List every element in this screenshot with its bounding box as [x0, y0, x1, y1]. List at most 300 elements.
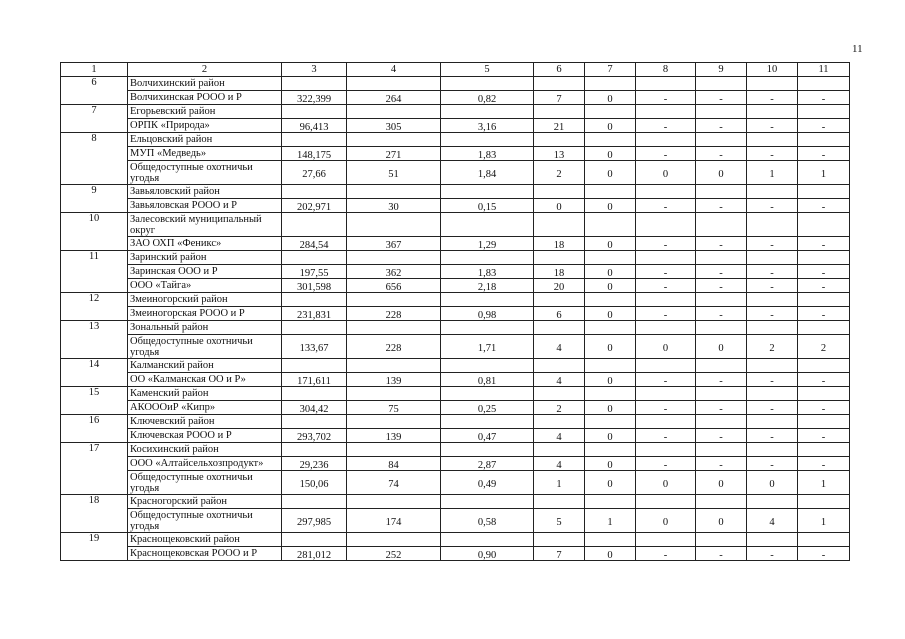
value-cell-col-8: [636, 237, 696, 251]
value-text: -: [821, 202, 826, 213]
value-text: -: [821, 122, 826, 133]
value-cell-col-8: [636, 457, 696, 471]
empty-cell: [282, 105, 347, 119]
data-row: [61, 457, 850, 471]
empty-cell: [282, 77, 347, 91]
empty-cell: [282, 321, 347, 335]
data-row: [61, 373, 850, 387]
data-row: [61, 91, 850, 105]
value-cell-col-9: [696, 147, 747, 161]
value-text: 271: [385, 150, 402, 161]
value-cell-col-9: [696, 119, 747, 133]
value-text: 1: [820, 169, 827, 180]
value-cell-col-4: [347, 119, 441, 133]
value-text: -: [719, 376, 723, 387]
value-text: -: [770, 240, 774, 251]
value-cell-col-11: [798, 265, 850, 279]
empty-cell: [282, 133, 347, 147]
value-cell-col-4: [347, 471, 441, 495]
value-text: 4: [769, 517, 775, 528]
empty-cell: [441, 213, 534, 237]
column-number: 2: [128, 63, 282, 77]
empty-cell: [798, 185, 850, 199]
data-row: [61, 429, 850, 443]
value-cell-col-10: [747, 307, 798, 321]
value-text: 4: [556, 376, 562, 387]
empty-cell: [534, 77, 585, 91]
value-cell-col-7: [585, 91, 636, 105]
value-text: 18: [553, 240, 565, 251]
value-cell-col-7: [585, 547, 636, 561]
value-cell-col-5: [441, 237, 534, 251]
value-text: 0: [556, 202, 562, 213]
empty-cell: [534, 293, 585, 307]
user-name: Ключевская РООО и Р: [128, 429, 282, 443]
region-name: Егорьевский район: [128, 105, 282, 119]
data-row: [61, 471, 850, 495]
value-cell-col-3: [282, 265, 347, 279]
value-text: 0: [607, 343, 613, 354]
page-number: 11: [852, 43, 863, 55]
value-cell-col-7: [585, 429, 636, 443]
value-cell-col-11: [798, 147, 850, 161]
value-cell-col-5: [441, 547, 534, 561]
value-cell-col-5: [441, 199, 534, 213]
value-cell-col-7: [585, 199, 636, 213]
empty-cell: [347, 77, 441, 91]
data-row: [61, 401, 850, 415]
region-name: Волчихинский район: [128, 77, 282, 91]
value-text: -: [770, 460, 774, 471]
data-row: [61, 161, 850, 185]
empty-cell: [585, 415, 636, 429]
value-text: 0: [607, 550, 613, 561]
empty-cell: [585, 387, 636, 401]
empty-cell: [282, 533, 347, 547]
hunting-grounds-table: [60, 62, 850, 561]
value-cell-col-7: [585, 161, 636, 185]
value-cell-col-6: [534, 509, 585, 533]
column-number: 9: [696, 63, 747, 77]
row-number: 18: [61, 495, 128, 533]
value-text: 75: [388, 404, 399, 415]
value-text: 305: [385, 122, 402, 133]
value-cell-col-5: [441, 265, 534, 279]
empty-cell: [798, 495, 850, 509]
value-text: 0,15: [477, 202, 497, 213]
row-number: 7: [61, 105, 128, 133]
region-row: [61, 321, 850, 335]
value-text: 0: [607, 404, 613, 415]
value-cell-col-4: [347, 307, 441, 321]
empty-cell: [347, 185, 441, 199]
value-text: 367: [385, 240, 402, 251]
value-cell-col-3: [282, 199, 347, 213]
value-cell-col-6: [534, 307, 585, 321]
empty-cell: [441, 293, 534, 307]
value-cell-col-4: [347, 199, 441, 213]
value-text: 1: [556, 479, 562, 490]
column-number: 8: [636, 63, 696, 77]
empty-cell: [636, 443, 696, 457]
region-row: [61, 133, 850, 147]
empty-cell: [636, 387, 696, 401]
empty-cell: [441, 533, 534, 547]
empty-cell: [636, 251, 696, 265]
empty-cell: [441, 495, 534, 509]
value-cell-col-9: [696, 547, 747, 561]
value-cell-col-6: [534, 279, 585, 293]
value-text: -: [663, 376, 668, 387]
empty-cell: [696, 533, 747, 547]
region-name: Калманский район: [128, 359, 282, 373]
empty-cell: [282, 359, 347, 373]
value-cell-col-10: [747, 401, 798, 415]
value-cell-col-8: [636, 335, 696, 359]
value-cell-col-7: [585, 471, 636, 495]
value-text: 21: [553, 122, 565, 133]
value-text: -: [719, 122, 723, 133]
empty-cell: [441, 77, 534, 91]
value-cell-col-7: [585, 373, 636, 387]
value-text: -: [719, 310, 723, 321]
value-cell-col-11: [798, 457, 850, 471]
data-row: [61, 147, 850, 161]
value-text: -: [770, 94, 774, 105]
empty-cell: [441, 185, 534, 199]
empty-cell: [441, 387, 534, 401]
value-text: -: [663, 404, 668, 415]
value-cell-col-7: [585, 335, 636, 359]
value-cell-col-10: [747, 237, 798, 251]
empty-cell: [534, 213, 585, 237]
value-cell-col-11: [798, 429, 850, 443]
column-number: 10: [747, 63, 798, 77]
region-name: Ельцовский район: [128, 133, 282, 147]
value-text: 1: [607, 517, 613, 528]
value-text: -: [719, 550, 723, 561]
value-text: -: [770, 550, 774, 561]
value-cell-col-4: [347, 265, 441, 279]
value-cell-col-9: [696, 471, 747, 495]
value-text: 29,236: [299, 460, 329, 471]
value-text: -: [663, 310, 668, 321]
empty-cell: [747, 251, 798, 265]
data-row: [61, 119, 850, 133]
user-name: АКОООиР «Кипр»: [128, 401, 282, 415]
value-cell-col-5: [441, 373, 534, 387]
empty-cell: [534, 443, 585, 457]
value-text: 0: [662, 479, 669, 490]
value-text: 133,67: [299, 343, 329, 354]
data-row: [61, 547, 850, 561]
value-text: 0: [607, 169, 613, 180]
value-text: -: [821, 550, 826, 561]
row-number: 9: [61, 185, 128, 213]
empty-cell: [282, 415, 347, 429]
value-cell-col-6: [534, 429, 585, 443]
value-cell-col-3: [282, 457, 347, 471]
data-row: [61, 237, 850, 251]
value-cell-col-4: [347, 335, 441, 359]
empty-cell: [696, 443, 747, 457]
value-cell-col-3: [282, 279, 347, 293]
empty-cell: [636, 495, 696, 509]
value-cell-col-8: [636, 161, 696, 185]
empty-cell: [798, 415, 850, 429]
value-cell-col-9: [696, 307, 747, 321]
empty-cell: [636, 293, 696, 307]
row-number: 12: [61, 293, 128, 321]
value-cell-col-11: [798, 237, 850, 251]
empty-cell: [798, 77, 850, 91]
value-cell-col-7: [585, 279, 636, 293]
empty-cell: [636, 359, 696, 373]
empty-cell: [585, 213, 636, 237]
value-text: -: [821, 268, 826, 279]
value-text: 1,71: [477, 343, 497, 354]
value-text: 0: [607, 202, 613, 213]
value-cell-col-4: [347, 237, 441, 251]
empty-cell: [798, 359, 850, 373]
user-name: Общедоступные охотничьи угодья: [128, 335, 282, 359]
region-row: [61, 185, 850, 199]
value-text: 139: [385, 432, 402, 443]
value-text: 252: [385, 550, 402, 561]
user-name: Краснощековская РООО и Р: [128, 547, 282, 561]
empty-cell: [747, 321, 798, 335]
empty-cell: [282, 293, 347, 307]
column-number: 5: [441, 63, 534, 77]
user-name: Заринская ООО и Р: [128, 265, 282, 279]
value-text: 297,985: [296, 517, 332, 528]
region-row: [61, 213, 850, 237]
column-number: 7: [585, 63, 636, 77]
value-cell-col-3: [282, 119, 347, 133]
row-number: 6: [61, 77, 128, 105]
empty-cell: [282, 251, 347, 265]
data-row: [61, 265, 850, 279]
data-row: [61, 279, 850, 293]
value-cell-col-9: [696, 237, 747, 251]
value-cell-col-10: [747, 279, 798, 293]
user-name: Волчихинская РООО и Р: [128, 91, 282, 105]
value-cell-col-8: [636, 307, 696, 321]
row-number: 13: [61, 321, 128, 359]
value-cell-col-5: [441, 147, 534, 161]
empty-cell: [534, 533, 585, 547]
value-text: -: [821, 404, 826, 415]
empty-cell: [798, 213, 850, 237]
value-cell-col-5: [441, 279, 534, 293]
empty-cell: [347, 251, 441, 265]
region-name: Зональный район: [128, 321, 282, 335]
value-cell-col-5: [441, 471, 534, 495]
empty-cell: [747, 105, 798, 119]
empty-cell: [585, 293, 636, 307]
value-cell-col-10: [747, 373, 798, 387]
row-number: 8: [61, 133, 128, 185]
region-name: Красногорский район: [128, 495, 282, 509]
value-cell-col-11: [798, 335, 850, 359]
empty-cell: [696, 321, 747, 335]
value-text: 231,831: [296, 310, 332, 321]
value-cell-col-8: [636, 401, 696, 415]
value-cell-col-6: [534, 373, 585, 387]
value-cell-col-4: [347, 401, 441, 415]
value-text: 0: [607, 376, 613, 387]
value-text: 0: [607, 150, 613, 161]
empty-cell: [441, 321, 534, 335]
value-text: -: [719, 150, 723, 161]
value-cell-col-3: [282, 471, 347, 495]
value-text: 293,702: [296, 432, 332, 443]
empty-cell: [441, 251, 534, 265]
value-text: -: [770, 150, 774, 161]
value-cell-col-4: [347, 457, 441, 471]
value-text: 0: [607, 432, 613, 443]
empty-cell: [585, 533, 636, 547]
value-text: 304,42: [299, 404, 329, 415]
value-text: 0,81: [477, 376, 497, 387]
value-text: 27,66: [302, 169, 326, 180]
empty-cell: [696, 495, 747, 509]
row-number: 14: [61, 359, 128, 387]
value-text: 171,611: [297, 376, 331, 387]
user-name: Змеиногорская РООО и Р: [128, 307, 282, 321]
value-text: 656: [385, 282, 402, 293]
value-text: 0: [718, 343, 724, 354]
value-cell-col-10: [747, 265, 798, 279]
value-cell-col-11: [798, 161, 850, 185]
value-cell-col-11: [798, 199, 850, 213]
value-cell-col-6: [534, 147, 585, 161]
empty-cell: [696, 105, 747, 119]
value-cell-col-3: [282, 91, 347, 105]
value-text: 1: [769, 169, 775, 180]
empty-cell: [798, 443, 850, 457]
column-number: 4: [347, 63, 441, 77]
empty-cell: [585, 321, 636, 335]
value-cell-col-4: [347, 509, 441, 533]
value-cell-col-7: [585, 237, 636, 251]
empty-cell: [282, 185, 347, 199]
region-row: [61, 387, 850, 401]
row-number: 16: [61, 415, 128, 443]
value-cell-col-7: [585, 265, 636, 279]
value-text: 2: [820, 343, 827, 354]
empty-cell: [585, 495, 636, 509]
value-text: 0: [718, 517, 724, 528]
data-row: [61, 509, 850, 533]
empty-cell: [282, 495, 347, 509]
empty-cell: [696, 185, 747, 199]
value-text: -: [770, 432, 774, 443]
value-text: -: [821, 282, 826, 293]
value-cell-col-8: [636, 429, 696, 443]
value-cell-col-10: [747, 471, 798, 495]
value-text: 1,29: [477, 240, 497, 251]
value-text: 0,90: [477, 550, 497, 561]
row-number: 11: [61, 251, 128, 293]
value-cell-col-3: [282, 401, 347, 415]
column-number-row: [61, 63, 850, 77]
column-number: 3: [282, 63, 347, 77]
value-cell-col-5: [441, 457, 534, 471]
value-text: -: [663, 202, 668, 213]
value-text: 202,971: [296, 202, 332, 213]
region-row: [61, 77, 850, 91]
empty-cell: [585, 359, 636, 373]
value-cell-col-6: [534, 199, 585, 213]
user-name: МУП «Медведь»: [128, 147, 282, 161]
empty-cell: [282, 213, 347, 237]
value-cell-col-9: [696, 161, 747, 185]
empty-cell: [747, 443, 798, 457]
empty-cell: [282, 443, 347, 457]
value-text: -: [663, 150, 668, 161]
empty-cell: [585, 105, 636, 119]
value-cell-col-5: [441, 509, 534, 533]
empty-cell: [441, 133, 534, 147]
value-text: 74: [388, 479, 399, 490]
value-text: 0: [769, 479, 775, 490]
value-cell-col-8: [636, 91, 696, 105]
value-text: 228: [385, 310, 402, 321]
user-name: ООО «Тайга»: [128, 279, 282, 293]
empty-cell: [798, 105, 850, 119]
data-row: [61, 199, 850, 213]
empty-cell: [585, 251, 636, 265]
value-text: -: [770, 268, 774, 279]
value-cell-col-3: [282, 147, 347, 161]
value-cell-col-6: [534, 335, 585, 359]
value-cell-col-10: [747, 119, 798, 133]
empty-cell: [347, 133, 441, 147]
value-cell-col-6: [534, 401, 585, 415]
value-cell-col-4: [347, 279, 441, 293]
empty-cell: [696, 387, 747, 401]
user-name: ООО «Алтайсельхозпродукт»: [128, 457, 282, 471]
value-cell-col-9: [696, 279, 747, 293]
value-text: -: [719, 240, 723, 251]
value-text: -: [719, 268, 723, 279]
value-cell-col-4: [347, 373, 441, 387]
value-cell-col-11: [798, 91, 850, 105]
value-text: 0,58: [477, 517, 497, 528]
value-text: -: [663, 432, 668, 443]
value-cell-col-4: [347, 147, 441, 161]
value-text: -: [663, 240, 668, 251]
value-cell-col-9: [696, 373, 747, 387]
value-cell-col-11: [798, 401, 850, 415]
region-name: Завьяловский район: [128, 185, 282, 199]
value-cell-col-10: [747, 429, 798, 443]
region-row: [61, 359, 850, 373]
empty-cell: [534, 133, 585, 147]
empty-cell: [747, 415, 798, 429]
empty-cell: [636, 133, 696, 147]
empty-cell: [696, 77, 747, 91]
value-cell-col-10: [747, 547, 798, 561]
empty-cell: [534, 105, 585, 119]
row-number: 19: [61, 533, 128, 561]
data-row: [61, 335, 850, 359]
value-text: 1,84: [477, 169, 497, 180]
value-text: 0,98: [477, 310, 497, 321]
value-text: -: [663, 94, 668, 105]
value-text: -: [770, 404, 774, 415]
